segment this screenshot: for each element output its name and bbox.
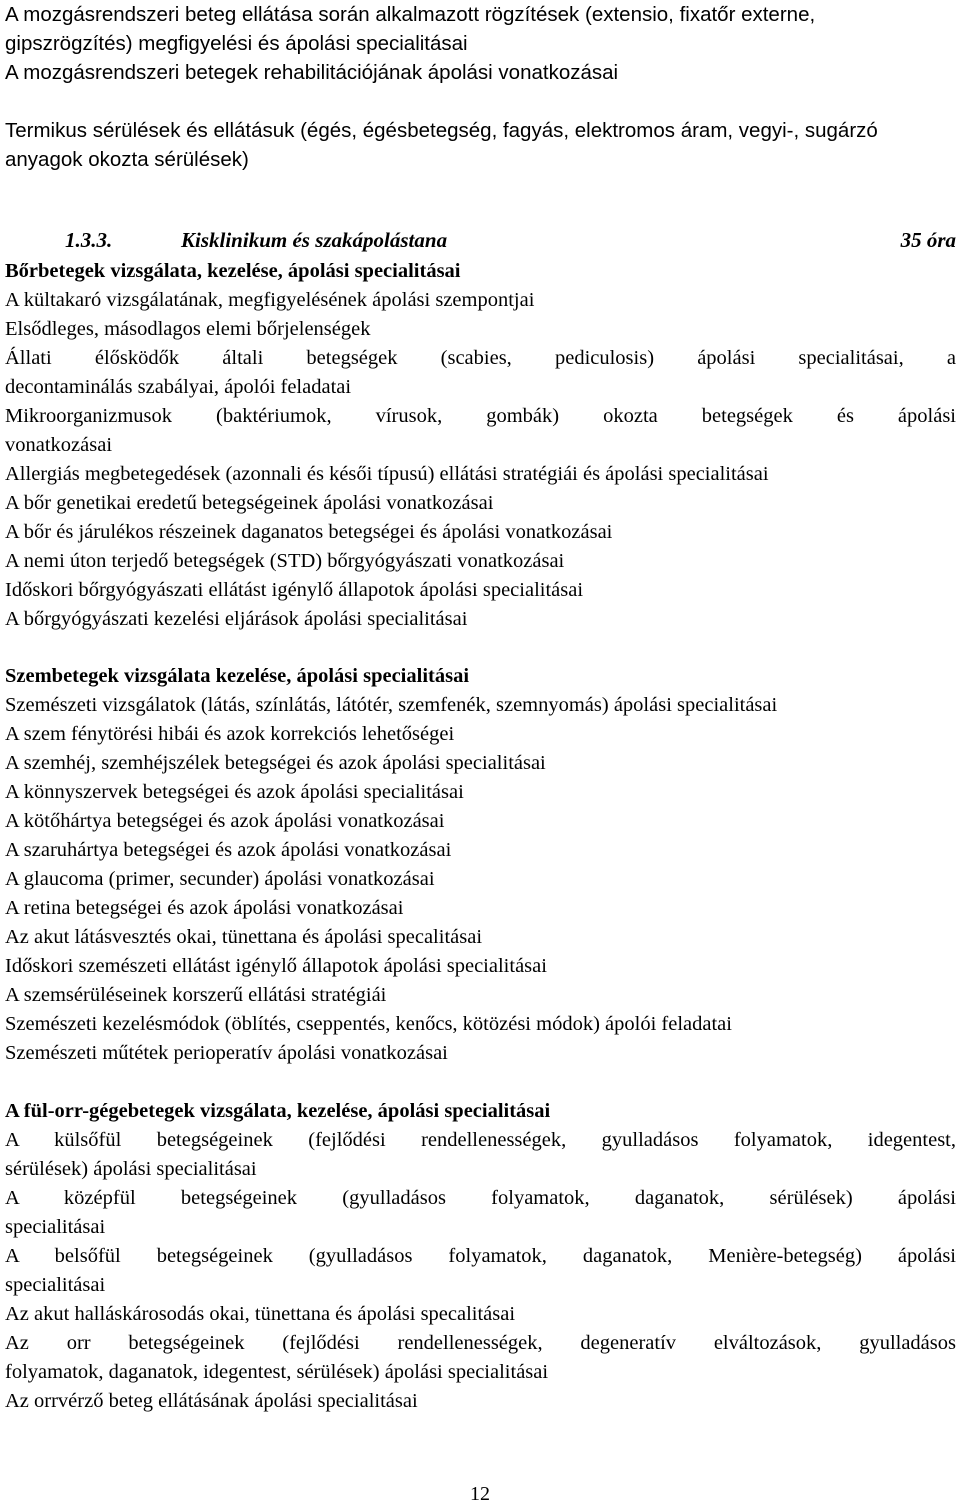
list-item: Az akut látásvesztés okai, tünettana és ápolási specalitásai [5,926,483,948]
list-item: specialitásai [5,1216,106,1238]
list-item: Időskori szemészeti ellátást igénylő állapotok ápolási specialitásai [5,955,547,977]
thermal-block [5,116,956,174]
list-item: vonatkozásai [5,434,113,456]
list-item: A retina betegségei és azok ápolási vonatkozásai [5,897,404,919]
list-item: A szaruhártya betegségei és azok ápolási vonatkozásai [5,839,452,861]
list-item: Állati élősködők általi betegségek (scabies, pediculosis) ápolási specialitásai, a [5,347,956,369]
list-item: Szemészeti vizsgálatok (látás, színlátás, látótér, szemfenék, szemnyomás) ápolási specialitásai [5,694,778,716]
list-item: A középfül betegségeinek (gyulladásos folyamatok, daganatok, sérülések) ápolási [5,1187,956,1209]
list-item: Szemészeti kezelésmódok (öblítés, cseppentés, kenőcs, kötözési módok) ápolói feladatai [5,1013,732,1035]
list-item: A szemsérüléseinek korszerű ellátási stratégiái [5,984,387,1006]
intro-line: A mozgásrendszeri betegek rehabilitációjának ápolási vonatkozásai [5,61,619,84]
list-item: Szemészeti műtétek perioperatív ápolási vonatkozásai [5,1042,448,1064]
list-item: A bőr és járulékos részeinek daganatos betegségei és ápolási vonatkozásai [5,521,613,543]
list-item: A bőrgyógyászati kezelési eljárások ápolási specialitásai [5,608,468,630]
list-item: A bőr genetikai eredetű betegségeinek ápolási vonatkozásai [5,492,494,514]
skin-section [5,257,956,634]
list-item: specialitásai [5,1274,106,1296]
thermal-line: anyagok okozta sérülések) [5,148,249,171]
eye-heading: Szembetegek vizsgálata kezelése, ápolási specialitásai [5,665,470,687]
list-item: A szem fénytörési hibái és azok korrekciós lehetőségei [5,723,455,745]
list-item: A kültakaró vizsgálatának, megfigyelésének ápolási szempontjai [5,289,535,311]
section-number: 1.3.3. [65,228,113,252]
list-item: Időskori bőrgyógyászati ellátást igénylő állapotok ápolási specialitásai [5,579,584,601]
list-item: Az orrvérző beteg ellátásának ápolási specialitásai [5,1390,418,1412]
section-title: Kisklinikum és szakápolástana [181,228,448,252]
list-item: folyamatok, daganatok, idegentest, sérülések) ápolási specialitásai [5,1361,549,1383]
ent-section [5,1097,956,1416]
list-item: A könnyszervek betegségei és azok ápolási specialitásai [5,781,464,803]
list-item: sérülések) ápolási specialitásai [5,1158,257,1180]
skin-heading: Bőrbetegek vizsgálata, kezelése, ápolási specialitásai [5,260,461,282]
list-item: A belsőfül betegségeinek (gyulladásos folyamatok, daganatok, Menière-betegség) ápolási [5,1245,956,1267]
intro-line: gipszrögzítés) megfigyelési és ápolási specialitásai [5,32,468,55]
list-item: decontaminálás szabályai, ápolói feladatai [5,376,352,398]
eye-section [5,662,956,1068]
thermal-line: Termikus sérülések és ellátásuk (égés, égésbetegség, fagyás, elektromos áram, vegyi-, sugárzó [5,119,878,142]
list-item: A glaucoma (primer, secunder) ápolási vonatkozásai [5,868,435,890]
list-item: Az orr betegségeinek (fejlődési rendellenességek, degeneratív elváltozások, gyulladásos [5,1332,956,1354]
list-item: Allergiás megbetegedések (azonnali és késői típusú) ellátási stratégiái és ápolási specialitásai [5,463,769,485]
intro-line: A mozgásrendszeri beteg ellátása során alkalmazott rögzítések (extensio, fixatőr externe, [5,3,816,26]
list-item: Az akut halláskárosodás okai, tünettana és ápolási specalitásai [5,1303,516,1325]
ent-heading: A fül-orr-gégebetegek vizsgálata, kezelése, ápolási specialitásai [5,1100,551,1122]
list-item: A kötőhártya betegségei és azok ápolási vonatkozásai [5,810,445,832]
page-number: 12 [470,1483,490,1505]
list-item: Mikroorganizmusok (baktériumok, vírusok, gombák) okozta betegségek és ápolási [5,405,956,427]
section-hours: 35 óra [900,228,956,252]
list-item: A nemi úton terjedő betegségek (STD) bőrgyógyászati vonatkozásai [5,550,565,572]
list-item: A külsőfül betegségeinek (fejlődési rendellenességek, gyulladásos folyamatok, idegentest, [5,1129,956,1151]
intro-block [5,0,956,87]
list-item: A szemhéj, szemhéjszélek betegségei és azok ápolási specialitásai [5,752,546,774]
list-item: Elsődleges, másodlagos elemi bőrjelenségek [5,318,371,340]
